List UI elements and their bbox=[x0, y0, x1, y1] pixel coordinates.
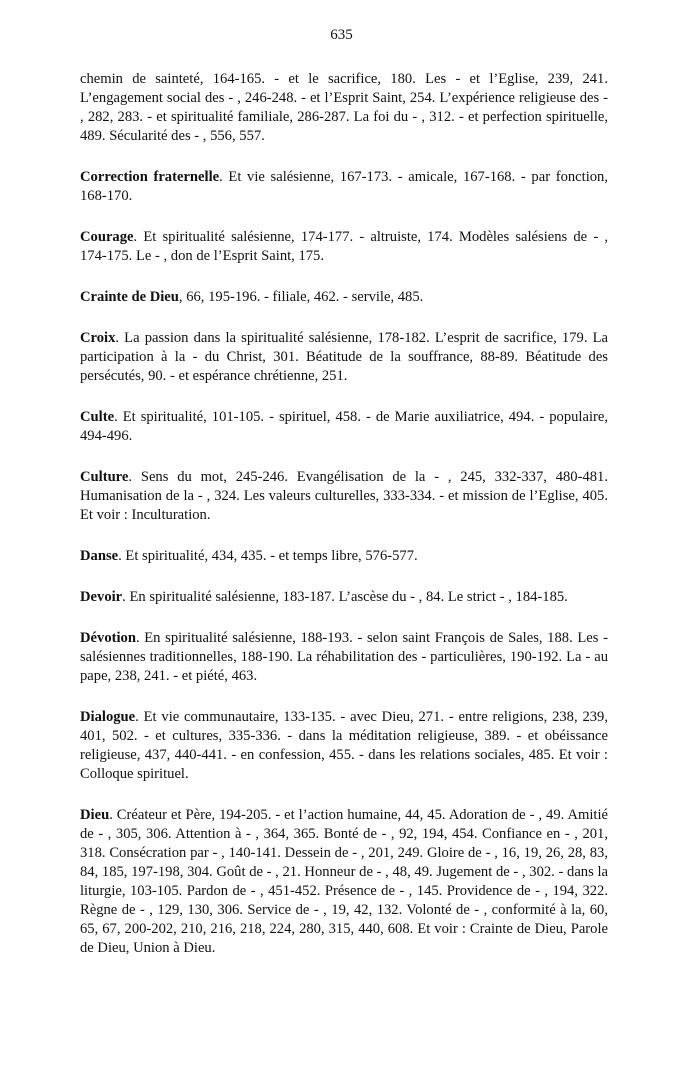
entry-heading: Devoir bbox=[80, 589, 123, 605]
index-entry-courage bbox=[80, 228, 608, 266]
entry-text: . Et vie communautaire, 133-135. - avec Dieu, 271. - entre religions, 238, 239, 401, 502. - et cultures, 335-336. - dans la méditation religieuse, 389. - et obéissance religieuse, 437, 440-441. - en confession, 455. - dans les relations sociales, 485. Et voir : Colloque spirituel. bbox=[80, 709, 608, 782]
index-entry-dieu bbox=[80, 806, 608, 958]
index-entry-dialogue bbox=[80, 708, 608, 784]
index-entries bbox=[80, 70, 608, 980]
entry-heading: Correction fraternelle bbox=[80, 169, 220, 185]
index-entry-crainte-de-dieu bbox=[80, 288, 608, 307]
entry-text: . Sens du mot, 245-246. Evangélisation de la - , 245, 332-337, 480-481. Humanisation de la - , 324. Les valeurs culturelles, 333-334. - et mission de l’Eglise, 405. Et voir : Inculturation. bbox=[80, 469, 608, 523]
entry-text: chemin de sainteté, 164-165. - et le sacrifice, 180. Les - et l’Eglise, 239, 241. L’engagement social des - , 246-248. - et l’Esprit Saint, 254. L’expérience religieuse des - , 282, 283. - et spiritualité familiale, 286-287. La foi du - , 312. - et perfection spirituelle, 489. Sécularité des - , 556, 557. bbox=[80, 71, 608, 144]
index-entry-culte bbox=[80, 408, 608, 446]
entry-text: . En spiritualité salésienne, 188-193. - selon saint François de Sales, 188. Les - salésiennes traditionnelles, 188-190. La réhabilitation des - particulières, 190-192. La - au pape, 238, 241. - et piété, 463. bbox=[80, 630, 608, 684]
entry-heading: Crainte de Dieu bbox=[80, 289, 179, 305]
index-entry-croix bbox=[80, 329, 608, 386]
entry-heading: Croix bbox=[80, 330, 116, 346]
entry-heading: Courage bbox=[80, 229, 134, 245]
index-entry-devoir bbox=[80, 588, 608, 607]
index-entry-continuation bbox=[80, 70, 608, 146]
entry-heading: Culture bbox=[80, 469, 129, 485]
entry-text: , 66, 195-196. - filiale, 462. - servile, 485. bbox=[178, 289, 424, 305]
entry-text: . Et vie salésienne, 167-173. - amicale, 167-168. - par fonction, 168-170. bbox=[80, 169, 608, 204]
entry-heading: Dieu bbox=[80, 807, 110, 823]
entry-text: . Créateur et Père, 194-205. - et l’action humaine, 44, 45. Adoration de - , 49. Amitié de - , 305, 306. Attention à - , 364, 365. Bonté de - , 92, 194, 454. Confiance en - , 201, 318. Consécration par - , 140-141. Dessein de - , 201, 249. Gloire de - , 16, 19, 26, 28, 83, 84, 185, 197-198, 304. Goût de - , 21. Honneur de - , 48, 49. Jugement de - , 302. - dans la liturgie, 103-105. Pardon de - , 451-452. Présence de - , 145. Providence de - , 194, 322. Règne de - , 129, 130, 306. Service de - , 19, 42, 132. Volonté de - , conformité à la, 60, 65, 67, 200-202, 210, 216, 218, 224, 280, 315, 440, 608. Et voir : Crainte de Dieu, Parole de Dieu, Union à Dieu. bbox=[80, 807, 608, 956]
entry-text: . En spiritualité salésienne, 183-187. L’ascèse du - , 84. Le strict - , 184-185. bbox=[122, 589, 568, 605]
entry-text: . Et spiritualité, 434, 435. - et temps libre, 576-577. bbox=[118, 548, 418, 564]
index-entry-danse bbox=[80, 547, 608, 566]
entry-heading: Dévotion bbox=[80, 630, 136, 646]
entry-text: . La passion dans la spiritualité salésienne, 178-182. L’esprit de sacrifice, 179. La participation à la - du Christ, 301. Béatitude de la souffrance, 88-89. Béatitude des persécutés, 90. - et espérance chrétienne, 251. bbox=[80, 330, 608, 384]
page-number: 635 bbox=[330, 27, 353, 43]
entry-text: . Et spiritualité, 101-105. - spirituel, 458. - de Marie auxiliatrice, 494. - populaire, 494-496. bbox=[80, 409, 608, 444]
entry-heading: Danse bbox=[80, 548, 119, 564]
index-entry-devotion bbox=[80, 629, 608, 686]
entry-heading: Culte bbox=[80, 409, 115, 425]
entry-heading: Dialogue bbox=[80, 709, 136, 725]
index-entry-culture bbox=[80, 468, 608, 525]
entry-text: . Et spiritualité salésienne, 174-177. - altruiste, 174. Modèles salésiens de - , 174-175. Le - , don de l’Esprit Saint, 175. bbox=[80, 229, 608, 264]
index-entry-correction-fraternelle bbox=[80, 168, 608, 206]
